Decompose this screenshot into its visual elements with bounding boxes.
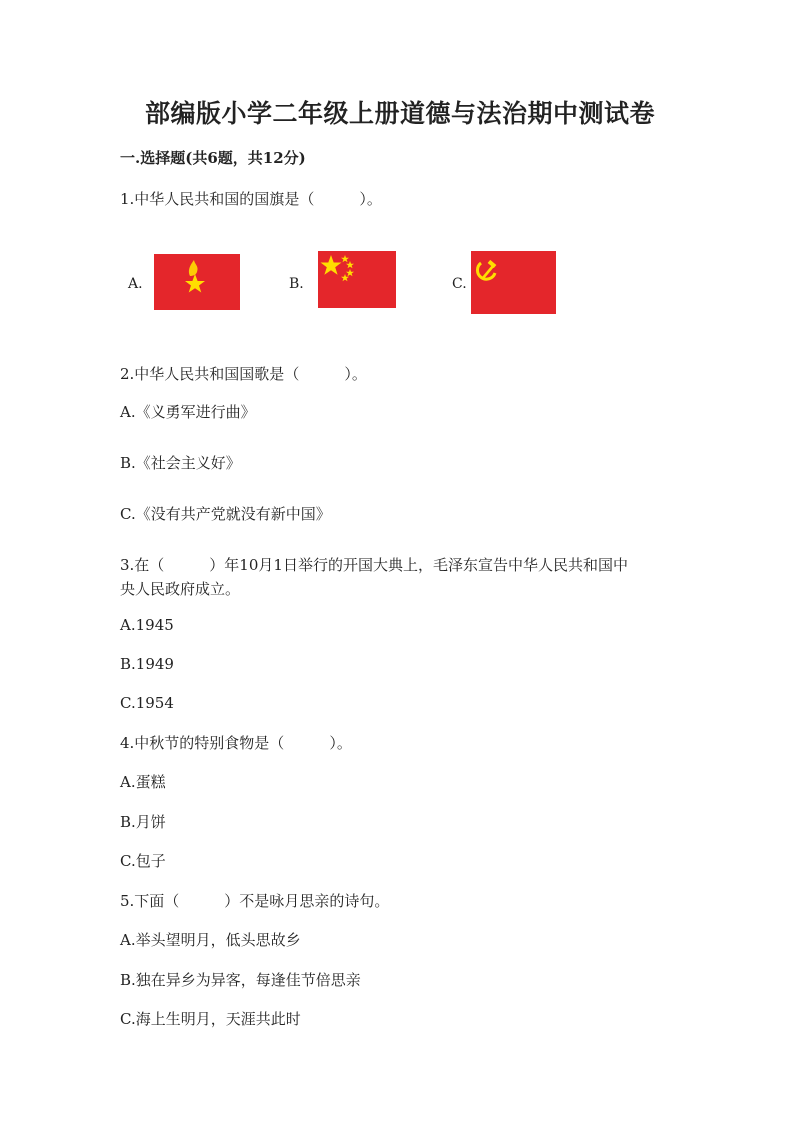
- young-pioneers-flag-icon: [154, 254, 240, 310]
- section-heading: 一.选择题(共6题，共12分): [120, 149, 306, 167]
- five-star-red-flag-icon: [318, 251, 396, 308]
- question-4-option-c: C.包子: [120, 852, 166, 870]
- question-5-option-c: C.海上生明月，天涯共此时: [120, 1010, 301, 1028]
- question-3-stem-line-2: 央人民政府成立。: [120, 580, 241, 598]
- question-2-stem: 2.中华人民共和国国歌是（ ）。: [120, 365, 367, 383]
- question-5-option-a: A.举头望明月，低头思故乡: [120, 931, 301, 949]
- question-4-option-b: B.月饼: [120, 813, 166, 831]
- question-1-stem: 1.中华人民共和国的国旗是（ ）。: [120, 190, 382, 208]
- hammer-sickle-flag-icon: [471, 251, 556, 314]
- question-5-stem: 5.下面（ ）不是咏月思亲的诗句。: [120, 892, 390, 910]
- question-4-option-a: A.蛋糕: [120, 773, 166, 791]
- question-2-option-c: C.《没有共产党就没有新中国》: [120, 505, 331, 523]
- option-a-label: A.: [128, 276, 143, 292]
- question-3-option-c: C.1954: [120, 694, 174, 712]
- page-title: 部编版小学二年级上册道德与法治期中测试卷: [144, 99, 655, 128]
- question-5-option-b: B.独在异乡为异客，每逢佳节倍思亲: [120, 971, 361, 989]
- question-2-option-a: A.《义勇军进行曲》: [120, 403, 256, 421]
- option-c-label: C.: [452, 276, 467, 292]
- option-b-label: B.: [289, 276, 304, 292]
- question-4-stem: 4.中秋节的特别食物是（ ）。: [120, 734, 352, 752]
- question-3-stem-line-1: 3.在（ ）年10月1日举行的开国大典上，毛泽东宣告中华人民共和国中: [120, 556, 628, 574]
- question-2-option-b: B.《社会主义好》: [120, 454, 241, 472]
- question-3-option-b: B.1949: [120, 655, 174, 673]
- question-3-option-a: A.1945: [120, 616, 174, 634]
